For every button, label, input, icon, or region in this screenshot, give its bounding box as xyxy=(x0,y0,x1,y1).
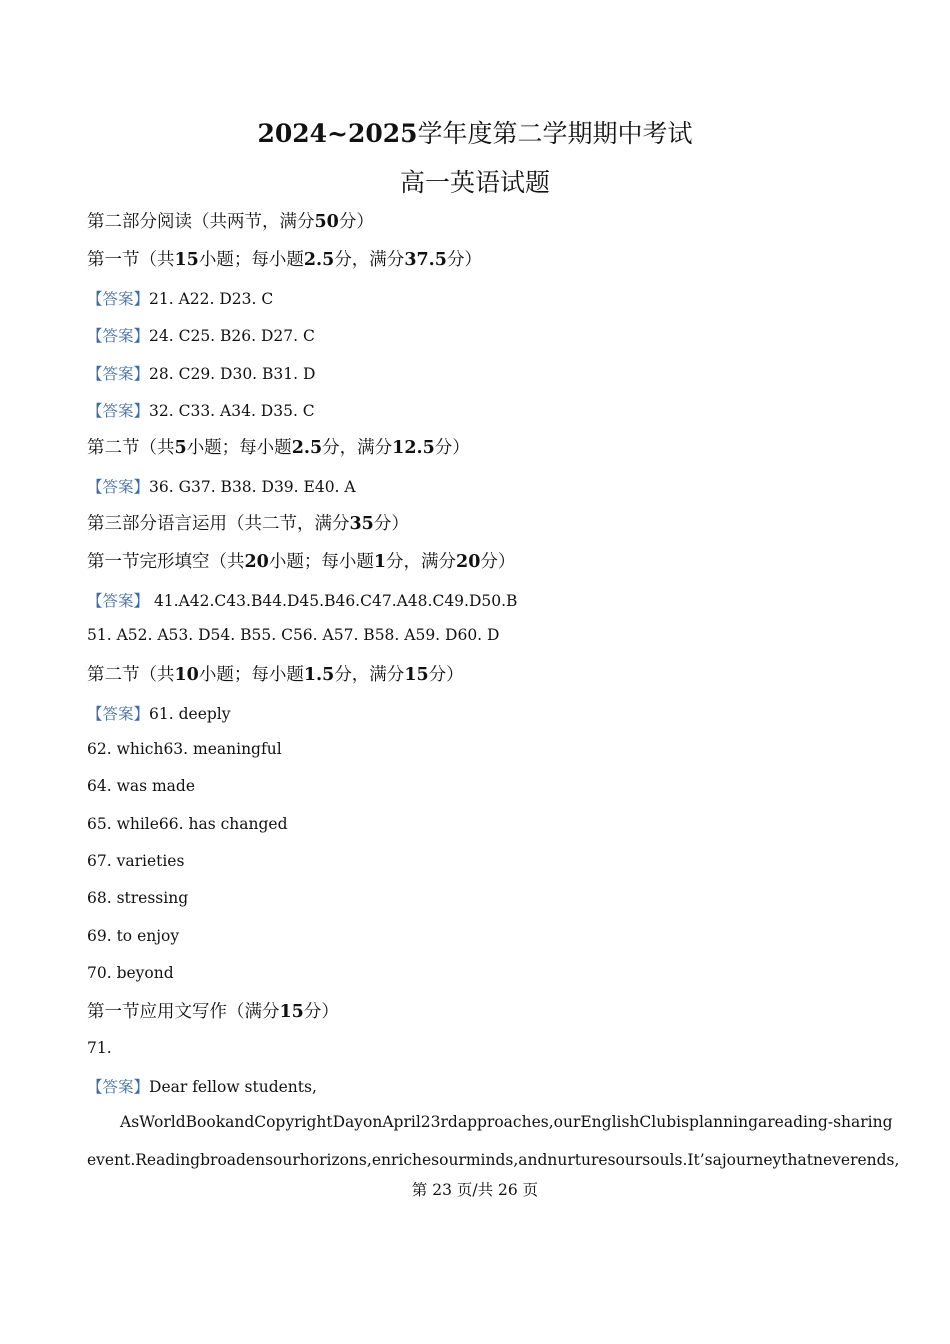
answer-row: 【答案】28. C29. D30. B31. D xyxy=(87,365,316,383)
answer-continuation: 51. A52. A53. D54. B55. C56. A57. B58. A59. D60. D xyxy=(87,626,500,644)
answer-row: 【答案】21. A22. D23. C xyxy=(87,290,274,308)
writing-section-heading: 第一节应用文写作（满分15分） xyxy=(87,1002,339,1022)
part3-section1-heading: 第一节完形填空（共20小题；每小题1分，满分20分） xyxy=(87,552,516,572)
answer-tag: 【答案】 xyxy=(87,592,150,610)
answer-tag: 【答案】 xyxy=(87,402,150,420)
essay-line: AsWorldBookandCopyrightDayonApril23rdapproaches,ourEnglishClubisplanningareading-sharing xyxy=(120,1113,893,1131)
answer-line: 68. stressing xyxy=(87,889,189,907)
answer-row: 【答案】36. G37. B38. D39. E40. A xyxy=(87,478,356,496)
part2-section2-heading: 第二节（共5小题；每小题2.5分，满分12.5分） xyxy=(87,438,470,458)
part3-heading: 第三部分语言运用（共二节，满分35分） xyxy=(87,514,409,534)
answer-line: 67. varieties xyxy=(87,852,185,870)
answer-row: 【答案】32. C33. A34. D35. C xyxy=(87,402,315,420)
exam-title: 2024~2025学年度第二学期期中考试 xyxy=(257,119,693,148)
part3-section2-heading: 第二节（共10小题；每小题1.5分，满分15分） xyxy=(87,665,464,685)
answer-line: 70. beyond xyxy=(87,964,174,982)
part2-section1-heading: 第一节（共15小题；每小题2.5分，满分37.5分） xyxy=(87,250,482,270)
answer-row: 【答案】Dear fellow students, xyxy=(87,1078,317,1096)
answer-line: 65. while66. has changed xyxy=(87,815,288,833)
answer-tag: 【答案】 xyxy=(87,365,150,383)
answer-line: 62. which63. meaningful xyxy=(87,740,282,758)
part2-heading: 第二部分阅读（共两节，满分50分） xyxy=(87,212,374,232)
answer-row: 【答案】 41.A42.C43.B44.D45.B46.C47.A48.C49.D50.B xyxy=(87,592,518,610)
answer-tag: 【答案】 xyxy=(87,478,150,496)
answer-tag: 【答案】 xyxy=(87,327,150,345)
answer-tag: 【答案】 xyxy=(87,1078,150,1096)
answer-line: 69. to enjoy xyxy=(87,927,180,945)
page-footer: 第 23 页/共 26 页 xyxy=(411,1181,539,1199)
answer-tag: 【答案】 xyxy=(87,290,150,308)
essay-line: event.Readingbroadensourhorizons,enrichesourminds,andnurturesoursouls.It’sajourneythatneverends, xyxy=(87,1151,900,1169)
answer-row: 【答案】24. C25. B26. D27. C xyxy=(87,327,315,345)
question-number: 71. xyxy=(87,1039,112,1057)
exam-subtitle: 高一英语试题 xyxy=(399,168,550,197)
answer-line: 64. was made xyxy=(87,777,196,795)
answer-row: 【答案】61. deeply xyxy=(87,705,231,723)
answer-tag: 【答案】 xyxy=(87,705,150,723)
